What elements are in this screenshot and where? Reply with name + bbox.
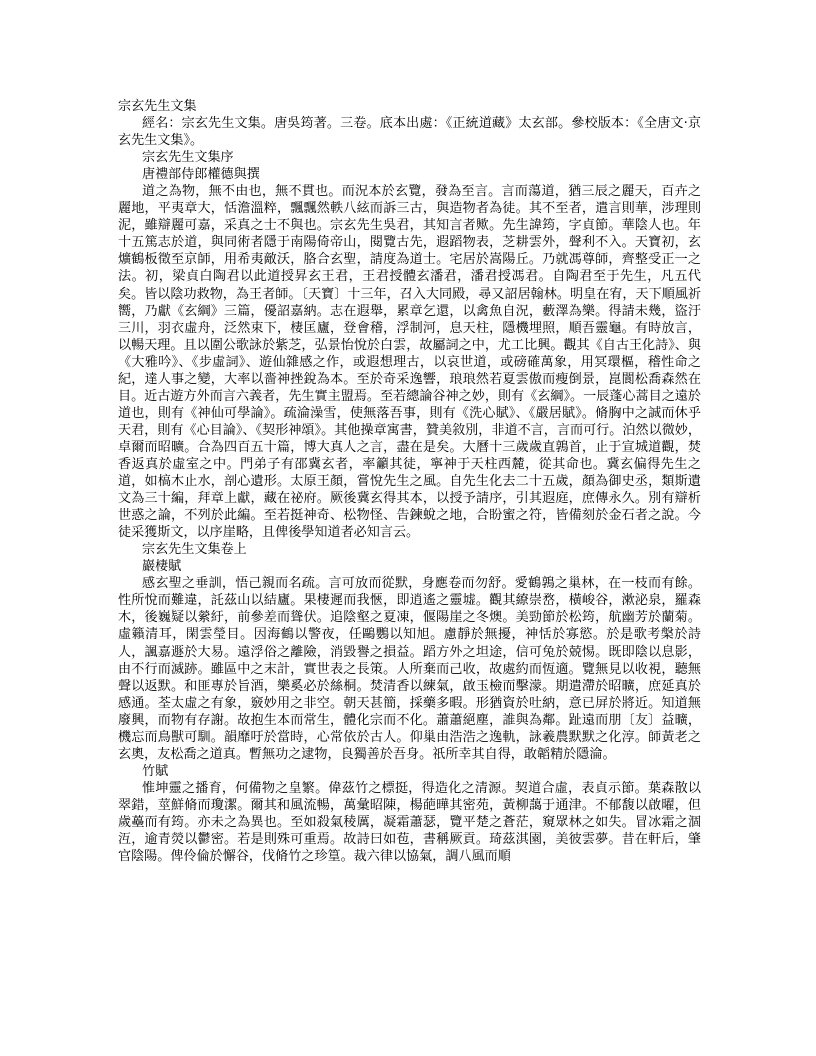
- section-heading-zhu-fu: 竹賦: [142, 763, 169, 779]
- volume-heading: 宗玄先生文集卷上: [142, 542, 247, 558]
- document-title: 宗玄先生文集: [118, 99, 197, 114]
- section-heading-yanqi-fu: 巖棲賦: [142, 559, 182, 575]
- document-text-block: [118, 98, 701, 865]
- preface-body: 道之為物，無不由也，無不貫也。而況本於玄覽，發為至言。言而蕩道，猶三辰之麗天，百卉之麗地，平夷章大，恬澹溫粹，飄飄然軼八絃而訴三古，與造物者為徒。其不至者，遣言則華，涉理則泥，雖辯麗可嘉，采真之士不與也。宗玄先生吳君，其知言者歟。先生諱筠，字貞節。華陰人也。年十五篤志於道，與同術者隱于南陽倚帝山，閱覽古先，遐蹈物表，芝耕雲外，聲利不入。天寶初，玄爌鶴板徵至京師，用希夷敵沃，胳合玄聖，請度為道士。宅居於嵩陽丘。乃就馮尊師，齊整受正一之法。初，梁貞白陶君以此道授昇玄王君，王君授體玄潘君，潘君授馮君。自陶君至于先生，凡五代矣。皆以陰功救物，為王者師。〔天寶〕十三年，召入大同殿，尋又詔居翰林。明皇在宥，天下順風祈嚮，乃獻《玄綱》三篇，優詔嘉納。志在遐舉，累章乞還，以禽魚自況，藪澤為樂。得請未幾，盜汙三川，羽衣虛舟，泛然束下，棲匡廬，登會稽，浮制河，息天柱，隱機埋照，順吾靈龜。有時放言，以暢天理。且以圍公歌詠於紫芝，弘景怡悅於白雲，故屬詞之中，尤工比興。觀其《自古王化詩》、與《大雅吟》、《步虛詞》、遊仙雜感之作，或遐想理古，以哀世道，或磅確萬象，用冥環樞，稽性命之紀，達人事之變，大率以嗇神挫銳為本。至於奇采逸響，琅琅然若夏雲傲而瘦倒景，崑閬松喬森然在目。近古遊方外而言六義者，先生實主盟焉。至若總論谷神之妙，則有《玄綱》。一辰蓬心蒿目之遠於道也，則有《神仙可學論》。疏淪澡雪，使無落吾事，則有《洗心賦》、《嚴居賦》。脩胸中之誠而休乎天君，則有《心目論》、《契形神頌》。其他操章寓書，贊美敘別，非道不言，言而可行。泊然以微妙，卓爾而昭曠。合為四百五十篇，博大真人之言，盡在是矣。大曆十三歲歲直鶉首，止于宣城道觀，焚香返真於虛室之中。門弟子有邵冀玄者，率籲其徒，寧神于天柱西麓，從其命也。冀玄偏得先生之道，如槁木止水，剖心遺形。太原王顏，嘗悅先生之風。自先生化去二十五歲，顏為御史丞，類斯遺文為三十編，拜章上獻，藏在祕府。厥後冀玄得其本，以授予請序，引其遐庭，庶傳永久。別有辯析世惑之論，不列於此編。至若挺神奇、松物怪、告鍊蛻之地，合盼蜜之符，皆備刻於金石者之說。今徒采獲斯文，以序崖略，且俾後學知道者必知言云。: [118, 184, 701, 541]
- zhu-fu-body: 惟坤靈之播育，何備物之皇繁。偉茲竹之標挺，得造化之清源。契道合虛，表貞示節。葉森散以翠錯，莖鮮脩而瓊潔。爾其和風流暢，萬彙昭陳，楊葩曄其密苑，黃柳藹于通津。不郁馥以啟曜，但歲蘲而有筠。亦未之為異也。至如殺氣稜厲，凝霜蕭瑟，覽平楚之蒼茫，窺眾林之如失。冒冰霜之涸沍，逾青熒以鬱密。若是則殊可重焉。故詩曰如苞，書稱厥貢。琦茲淇園，美彼雲夢。昔在軒后，肇官陰陽。俾伶倫於懈谷，伐脩竹之珍篁。裁六律以協氣，調八風而順: [118, 780, 701, 865]
- preface-author: 唐禮部侍郎權德與撰: [142, 167, 260, 183]
- preface-heading: 宗玄先生文集序: [142, 150, 234, 166]
- colophon: 經名：宗玄先生文集。唐吳筠著。三卷。底本出處：《正統道藏》太玄部。參校版本：《全唐文‧京玄先生文集》。: [118, 116, 701, 149]
- yanqi-fu-body: 感玄聖之垂訓，悟己親而名疏。言可放而從默，身應卷而勿舒。愛鶴鶉之巢林，在一枝而有餘。性所悅而難違，託茲山以結廬。果棲遲而我愜，即逍遙之靈墟。觀其繚崇嵍，橫峻谷，漱泌泉，羅森木，後巍疑以縈紆，前參差而聳伏。追陰壑之夏凍，偃陽崖之冬燠。美勁節於松筠，航幽芳於蘭菊。虛籟清耳，閑雲瑩目。因海鶴以警夜，任鷗鸚以知旭。慮靜於無擾，神恬於寡慾。於是歌考槃於詩人，諷嘉遯於大易。遠浮俗之離險，消毀譽之損益。蹈方外之坦途，信可兔於兢惕。既即陰以息影，由不行而滅跡。雖區中之末計，實世表之長策。人所棄而己收，故處約而恆適。覽無見以收視，聽無聲以返默。和匪專於旨酒，樂奚必於絲桐。焚清香以練氣，啟玉檢而擊濛。期遣滯於昭曠，庶延真於感通。荃太虛之有象，竅妙用之非空。朝天甚簡，採藥多暇。形猶資於吐納，意已屏於將近。知道無廢興，而物有存謝。故抱生本而常生，體化宗而不化。蕭蕭絕塵，誰與為鄰。趾遠而朋〔友〕益曠，機忘而鳥獸可馴。韻靡吁於當時，心常依於古人。仰巢由浩浩之逸軌，詠羲農默默之化淳。師黃老之玄奧，友松喬之道真。暫無功之逮物，良獨善於吾身。祇所幸其自得，敢韜精於隱淪。: [118, 576, 701, 762]
